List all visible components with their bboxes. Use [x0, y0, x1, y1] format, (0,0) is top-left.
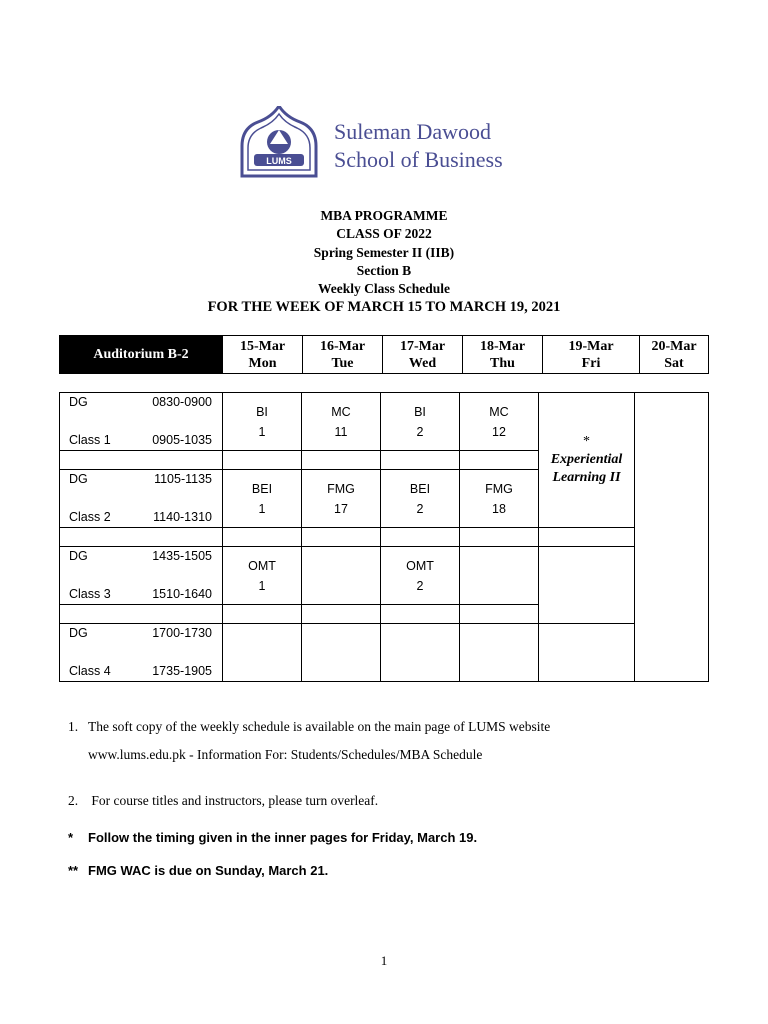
cell-thu-1: MC 12	[460, 393, 539, 451]
cell-tue-1: MC 11	[302, 393, 381, 451]
day-header-mon: 15-Mar Mon	[223, 336, 303, 374]
day-header-thu: 18-Mar Thu	[463, 336, 543, 374]
friday-cell-4	[539, 624, 635, 682]
room-label: Auditorium B-2	[60, 336, 223, 374]
cell-wed-4	[381, 624, 460, 682]
day-header-sat: 20-Mar Sat	[640, 336, 709, 374]
page-number: 1	[380, 953, 388, 968]
note-2: 2. For course titles and instructors, please turn overleaf.	[68, 793, 379, 808]
friday-empty-cell	[539, 547, 635, 624]
day-header-tue: 16-Mar Tue	[303, 336, 383, 374]
cell-mon-2: BEI 1	[223, 470, 302, 528]
note-4: ** FMG WAC is due on Sunday, March 21.	[68, 863, 329, 878]
cell-thu-3	[460, 547, 539, 605]
heading-section: Section B	[356, 262, 412, 278]
schedule-header	[59, 335, 709, 374]
cell-thu-4	[460, 624, 539, 682]
table-row	[60, 393, 709, 451]
lums-emblem-icon	[238, 106, 320, 182]
cell-thu-2: FMG 18	[460, 470, 539, 528]
cell-wed-2: BEI 2	[381, 470, 460, 528]
saturday-cell	[635, 393, 709, 682]
logo-line-1: Suleman Dawood	[334, 119, 492, 144]
note-1: 1. The soft copy of the weekly schedule is available on the main page of LUMS website	[68, 719, 551, 734]
cell-mon-4	[223, 624, 302, 682]
heading-title: Weekly Class Schedule	[317, 281, 450, 297]
cell-mon-1: BI 1	[223, 393, 302, 451]
day-header-fri: 19-Mar Fri	[543, 336, 640, 374]
friday-cell: * Experiential Learning II	[539, 393, 635, 528]
document-heading	[0, 207, 768, 317]
table-row	[60, 547, 709, 605]
cell-mon-3: OMT 1	[223, 547, 302, 605]
cell-wed-3: OMT 2	[381, 547, 460, 605]
cell-tue-2: FMG 17	[302, 470, 381, 528]
day-header-wed: 17-Mar Wed	[383, 336, 463, 374]
heading-week: FOR THE WEEK OF MARCH 15 TO MARCH 19, 2021	[207, 299, 561, 316]
table-row	[60, 624, 709, 682]
note-3: * Follow the timing given in the inner pages for Friday, March 19.	[68, 830, 478, 845]
spacer-row	[60, 528, 709, 547]
schedule-grid	[59, 392, 709, 682]
slot-label-2: DG 1105-1135 Class 2 1140-1310	[60, 470, 223, 528]
cell-tue-4	[302, 624, 381, 682]
slot-label-3: DG 1435-1505 Class 3 1510-1640	[60, 547, 223, 605]
heading-class: CLASS OF 2022	[336, 226, 432, 242]
emblem-text: LUMS	[266, 156, 292, 166]
heading-semester: Spring Semester II (IIB)	[313, 244, 455, 260]
slot-label-1: DG 0830-0900 Class 1 0905-1035	[60, 393, 223, 451]
slot-label-4: DG 1700-1730 Class 4 1735-1905	[60, 624, 223, 682]
logo-line-2: School of Business	[334, 147, 503, 172]
cell-wed-1: BI 2	[381, 393, 460, 451]
school-logo	[238, 104, 528, 184]
note-1-link[interactable]: www.lums.edu.pk - Information For: Students/Schedules/MBA Schedule	[88, 747, 483, 762]
heading-programme: MBA PROGRAMME	[320, 208, 448, 223]
cell-tue-3	[302, 547, 381, 605]
